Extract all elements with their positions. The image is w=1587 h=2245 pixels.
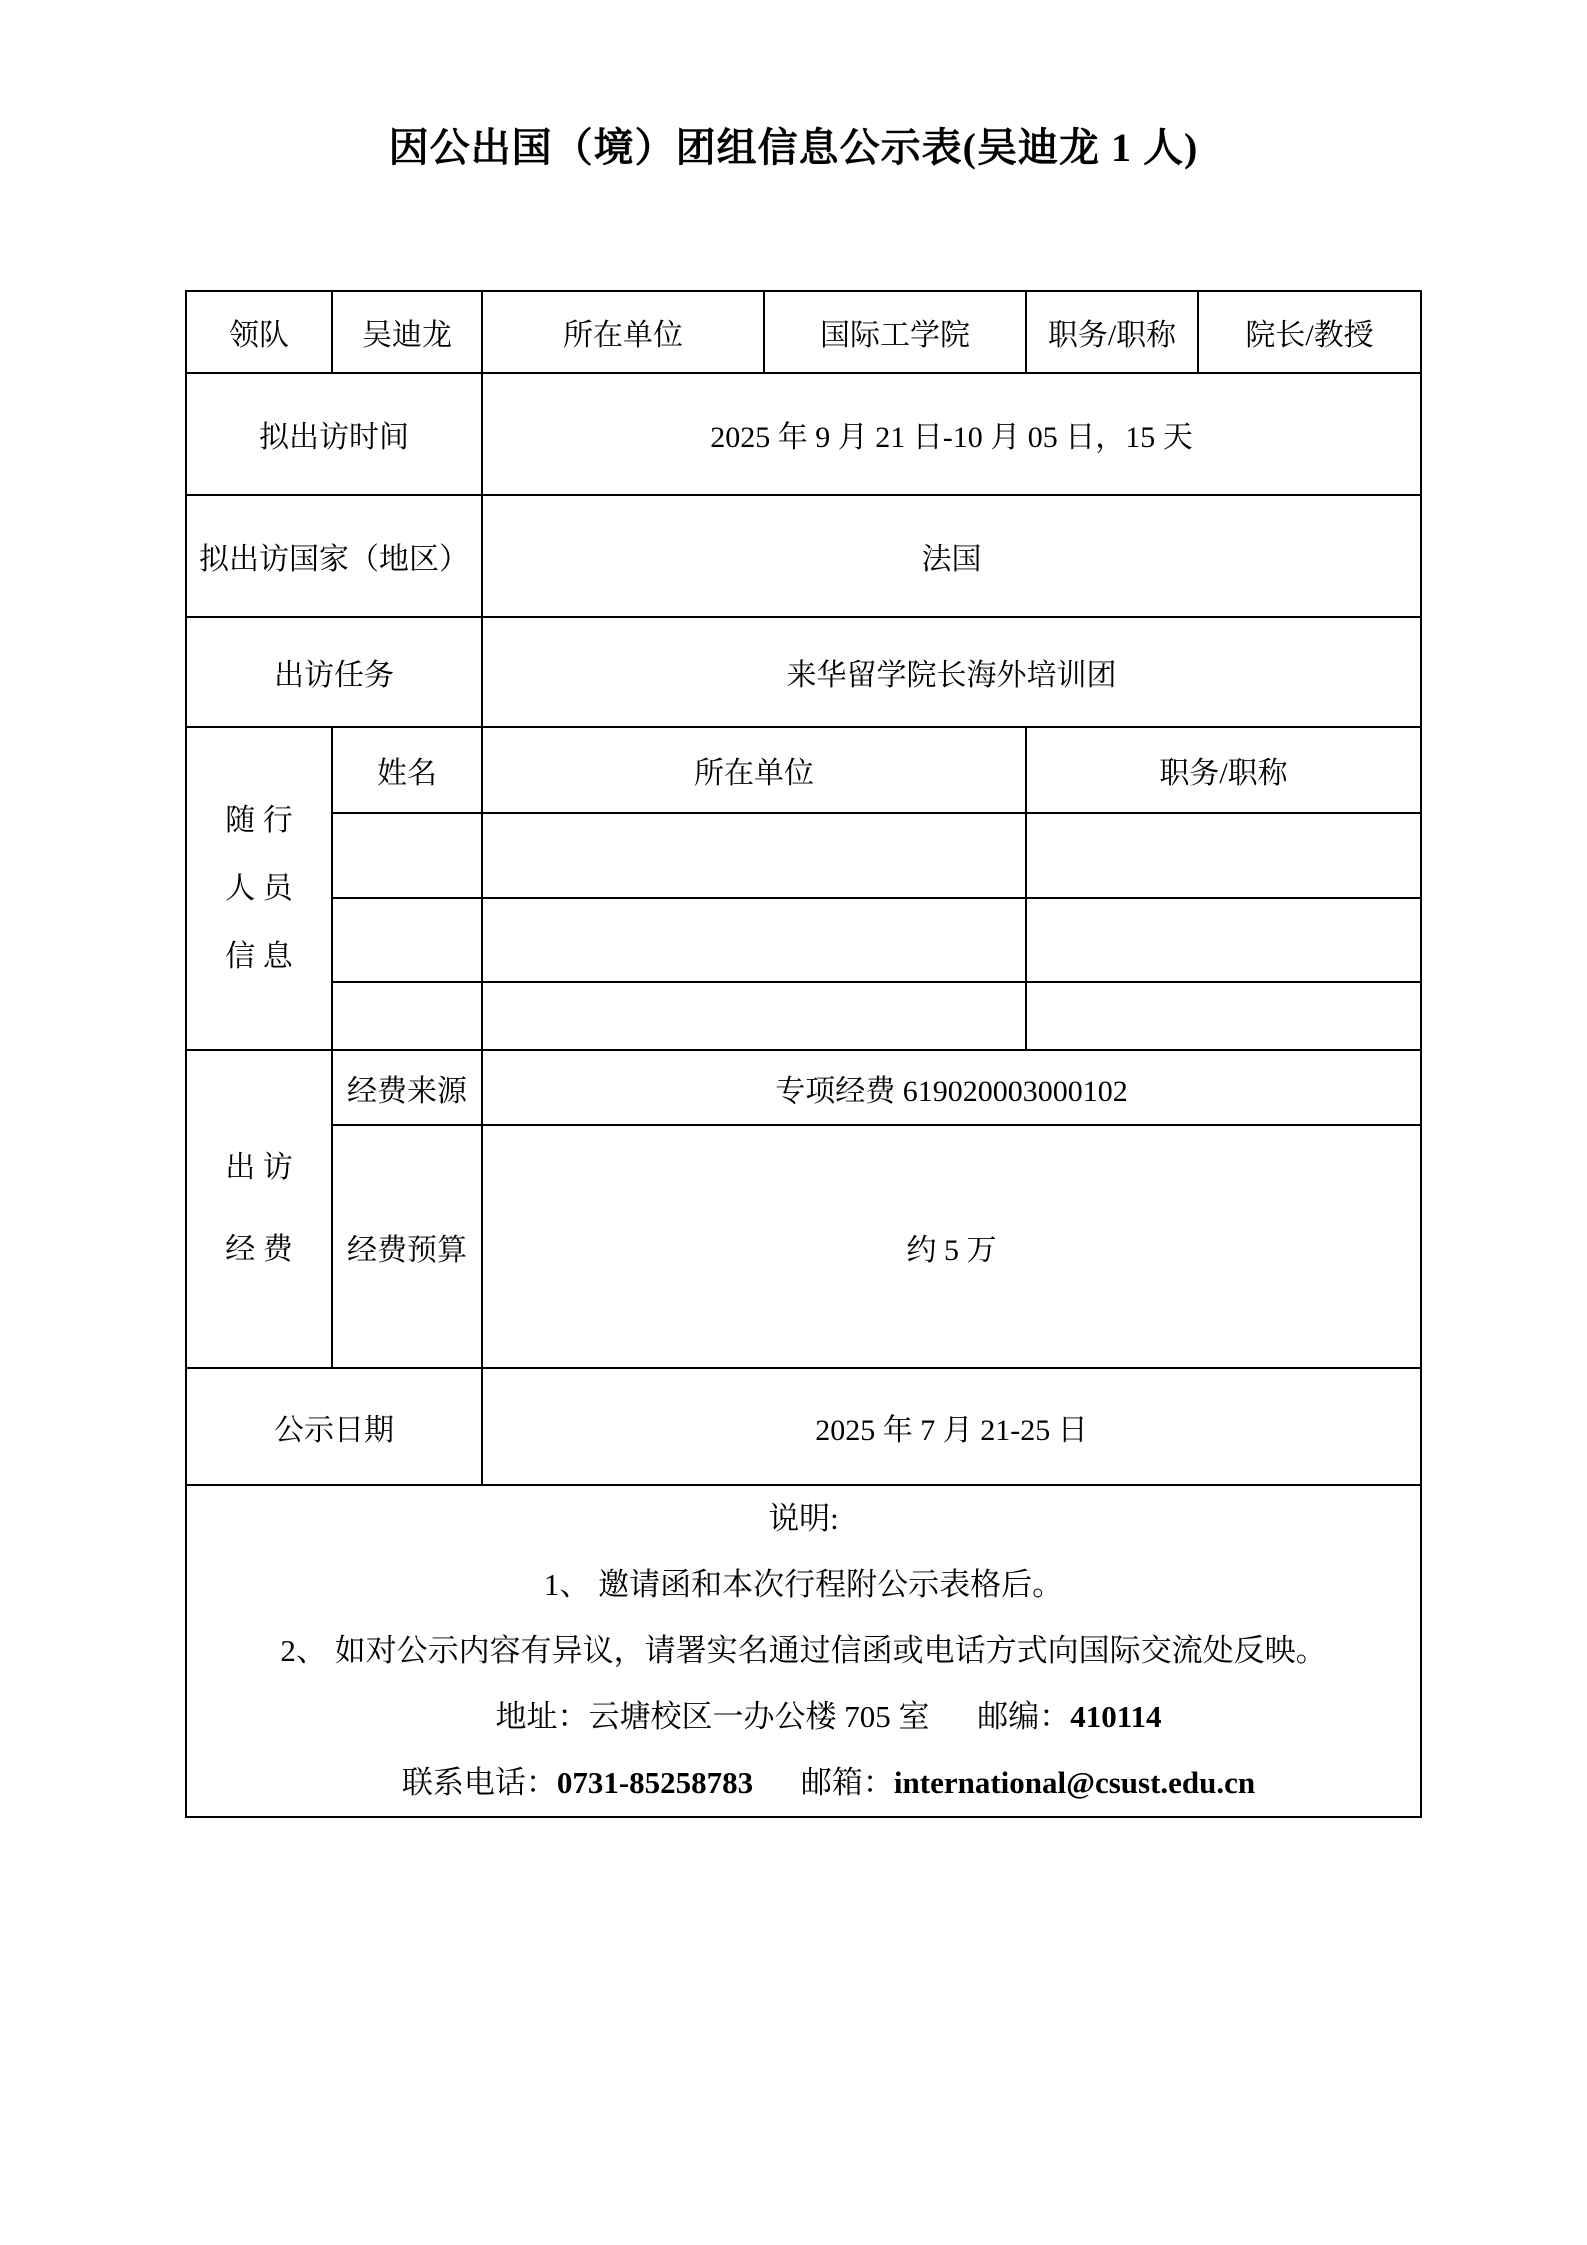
companions-label-line3: 信 息: [225, 939, 293, 973]
leader-unit-label-cell: 所在单位: [482, 291, 764, 373]
leader-unit-cell: 国际工学院: [764, 291, 1026, 373]
phone-label: 联系电话：: [401, 1765, 557, 1800]
companion-position-cell: [1026, 982, 1421, 1050]
companion-name-cell: [332, 898, 482, 982]
companion-row-2: [186, 898, 1421, 982]
publicity-date-row: [186, 1368, 1421, 1485]
funding-label-line2: 经 费: [225, 1233, 293, 1266]
notes-row: [186, 1485, 1421, 1817]
travel-time-value-cell: 2025 年 9 月 21 日-10 月 05 日，15 天: [482, 373, 1421, 495]
funding-source-value-cell: 专项经费 619020003000102: [482, 1050, 1421, 1125]
companion-row-3: [186, 982, 1421, 1050]
companion-name-cell: [332, 982, 482, 1050]
notes-heading: 说明:: [768, 1501, 839, 1536]
leader-position-cell: 院长/教授: [1198, 291, 1421, 373]
companions-label-line2: 人 员: [225, 871, 293, 905]
publicity-date-value-cell: 2025 年 7 月 21-25 日: [482, 1368, 1421, 1485]
task-row: [186, 617, 1421, 727]
companion-unit-cell: [482, 813, 1026, 898]
notes-item-2: 2、 如对公示内容有异议，请署实名通过信函或电话方式向国际交流处反映。: [280, 1633, 1327, 1668]
leader-name-cell: 吴迪龙: [332, 291, 482, 373]
companions-position-header-cell: 职务/职称: [1026, 727, 1421, 813]
phone-value: 0731-85258783: [556, 1765, 754, 1800]
funding-source-label-cell: 经费来源: [332, 1050, 482, 1125]
notes-cell: [186, 1485, 1421, 1817]
notes-address-line: [187, 1684, 1420, 1750]
companions-label-line1: 随 行: [225, 803, 293, 837]
companions-unit-header-cell: 所在单位: [482, 727, 1026, 813]
country-label-cell: 拟出访国家（地区）: [186, 495, 482, 617]
companion-row-1: [186, 813, 1421, 898]
zip-value: 410114: [1070, 1699, 1162, 1734]
zip-label: 邮编：: [977, 1699, 1071, 1734]
travel-time-row: [186, 373, 1421, 495]
funding-budget-value-cell: 约 5 万: [482, 1125, 1421, 1368]
country-row: [186, 495, 1421, 617]
companion-position-cell: [1026, 898, 1421, 982]
task-label-cell: 出访任务: [186, 617, 482, 727]
task-value-cell: 来华留学院长海外培训团: [482, 617, 1421, 727]
leader-row: [186, 291, 1421, 373]
funding-section-label-cell: [186, 1050, 332, 1368]
email-value: international@csust.edu.cn: [893, 1765, 1256, 1800]
publicity-form-table: [185, 290, 1422, 1818]
funding-budget-label-cell: 经费预算: [332, 1125, 482, 1368]
companion-position-cell: [1026, 813, 1421, 898]
notes-item-1: 1、 邀请函和本次行程附公示表格后。: [543, 1567, 1064, 1602]
funding-budget-row: [186, 1125, 1421, 1368]
page-title: 因公出国（境）团组信息公示表(吴迪龙 1 人): [388, 125, 1199, 170]
leader-position-label-cell: 职务/职称: [1026, 291, 1198, 373]
companions-section-label-cell: [186, 727, 332, 1050]
companions-header-row: [186, 727, 1421, 813]
publicity-date-label-cell: 公示日期: [186, 1368, 482, 1485]
companion-name-cell: [332, 813, 482, 898]
notes-contact-line: [187, 1750, 1420, 1816]
travel-time-label-cell: 拟出访时间: [186, 373, 482, 495]
companions-name-header-cell: 姓名: [332, 727, 482, 813]
country-value-cell: 法国: [482, 495, 1421, 617]
funding-label-line1: 出 访: [225, 1151, 293, 1184]
address-text: 地址：云塘校区一办公楼 705 室: [495, 1699, 930, 1734]
leader-label-cell: 领队: [186, 291, 332, 373]
email-label: 邮箱：: [800, 1765, 894, 1800]
companion-unit-cell: [482, 898, 1026, 982]
funding-source-row: [186, 1050, 1421, 1125]
companion-unit-cell: [482, 982, 1026, 1050]
